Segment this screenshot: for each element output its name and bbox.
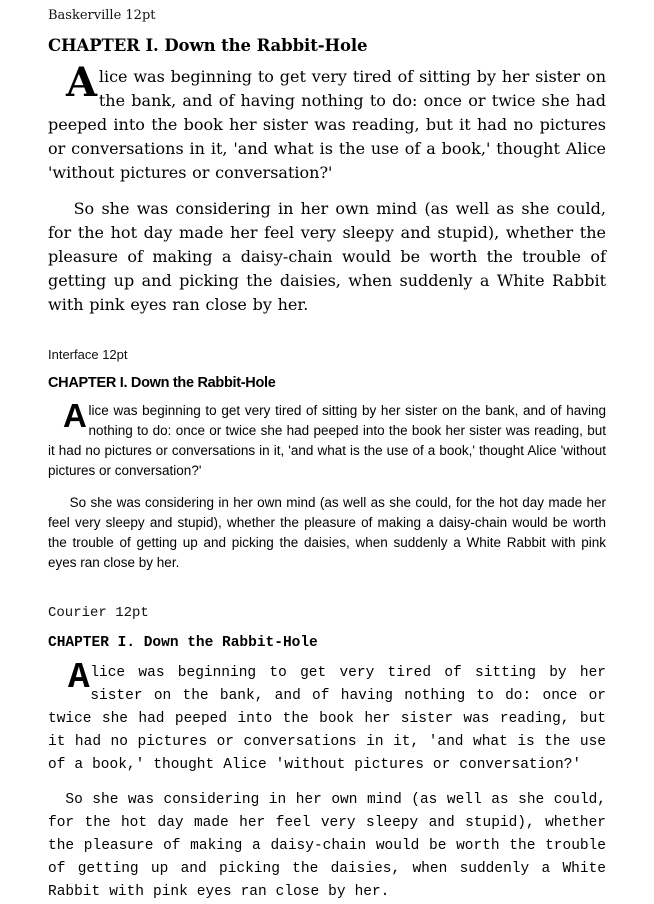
specimen-baskerville bbox=[48, 8, 606, 317]
specimen-label-baskerville: Baskerville 12pt bbox=[48, 8, 156, 23]
specimen-label-interface: Interface 12pt bbox=[48, 346, 128, 362]
paragraph-courier-2: So she was considering in her own mind (as well as she could, for the hot day made her feel very sleepy and stupid), whether the pleasure of making a daisy-chain would be worth the trouble of getting up and picking the daisies, when suddenly a White Rabbit with pink eyes ran close by her. bbox=[48, 791, 606, 900]
paragraph-interface-1 bbox=[48, 397, 606, 481]
paragraph-courier-1 bbox=[48, 656, 606, 777]
chapter-heading-baskerville: CHAPTER I. Down the Rabbit-Hole bbox=[48, 35, 368, 55]
specimen-courier bbox=[48, 605, 606, 904]
chapter-heading-interface: CHAPTER I. Down the Rabbit-Hole bbox=[48, 375, 276, 392]
paragraph-baskerville-2: So she was considering in her own mind (as well as she could, for the hot day made her feel very sleepy and stupid), whether the pleasure of making a daisy-chain would be worth the trouble of getting up and picking the daisies, when suddenly a White Rabbit with pink eyes ran close by her. bbox=[48, 198, 606, 314]
paragraph-text: lice was beginning to get very tired of sitting by her sister on the bank, and of having nothing to do: once or twice she had peeped into the book her sister was reading, but it had no pictures or conversations in it, 'and what is the use of a book,' thought Alice 'without pictures or conversation?' bbox=[48, 66, 606, 182]
specimen-interface bbox=[48, 347, 606, 574]
chapter-heading-courier: CHAPTER I. Down the Rabbit-Hole bbox=[48, 634, 318, 651]
paragraph-interface-2: So she was considering in her own mind (as well as she could, for the hot day made her feel very sleepy and stupid), whether the pleasure of making a daisy-chain would be worth the trouble of getting up and picking the daisies, when suddenly a White Rabbit with pink eyes ran close by her. bbox=[48, 495, 606, 571]
paragraph-text: lice was beginning to get very tired of sitting by her sister on the bank, and of having nothing to do: once or twice she had peeped into the book her sister was reading, but it had no pictures or conversations in it, 'and what is the use of a book,' thought Alice 'without pictures or conversation?' bbox=[48, 403, 606, 479]
dropcap-interface: A bbox=[63, 397, 87, 435]
dropcap-courier: A bbox=[68, 656, 90, 698]
dropcap-baskerville: A bbox=[66, 58, 98, 106]
paragraph-baskerville-1 bbox=[48, 58, 606, 185]
paragraph-text: lice was beginning to get very tired of sitting by her sister on the bank, and of having nothing to do: once or twice she had peeped into the book her sister was reading, but it had no pictures or conversations in it, 'and what is the use of a book,' thought Alice 'without pictures or conversation?' bbox=[48, 664, 606, 773]
specimen-label-courier: Courier 12pt bbox=[48, 605, 149, 622]
